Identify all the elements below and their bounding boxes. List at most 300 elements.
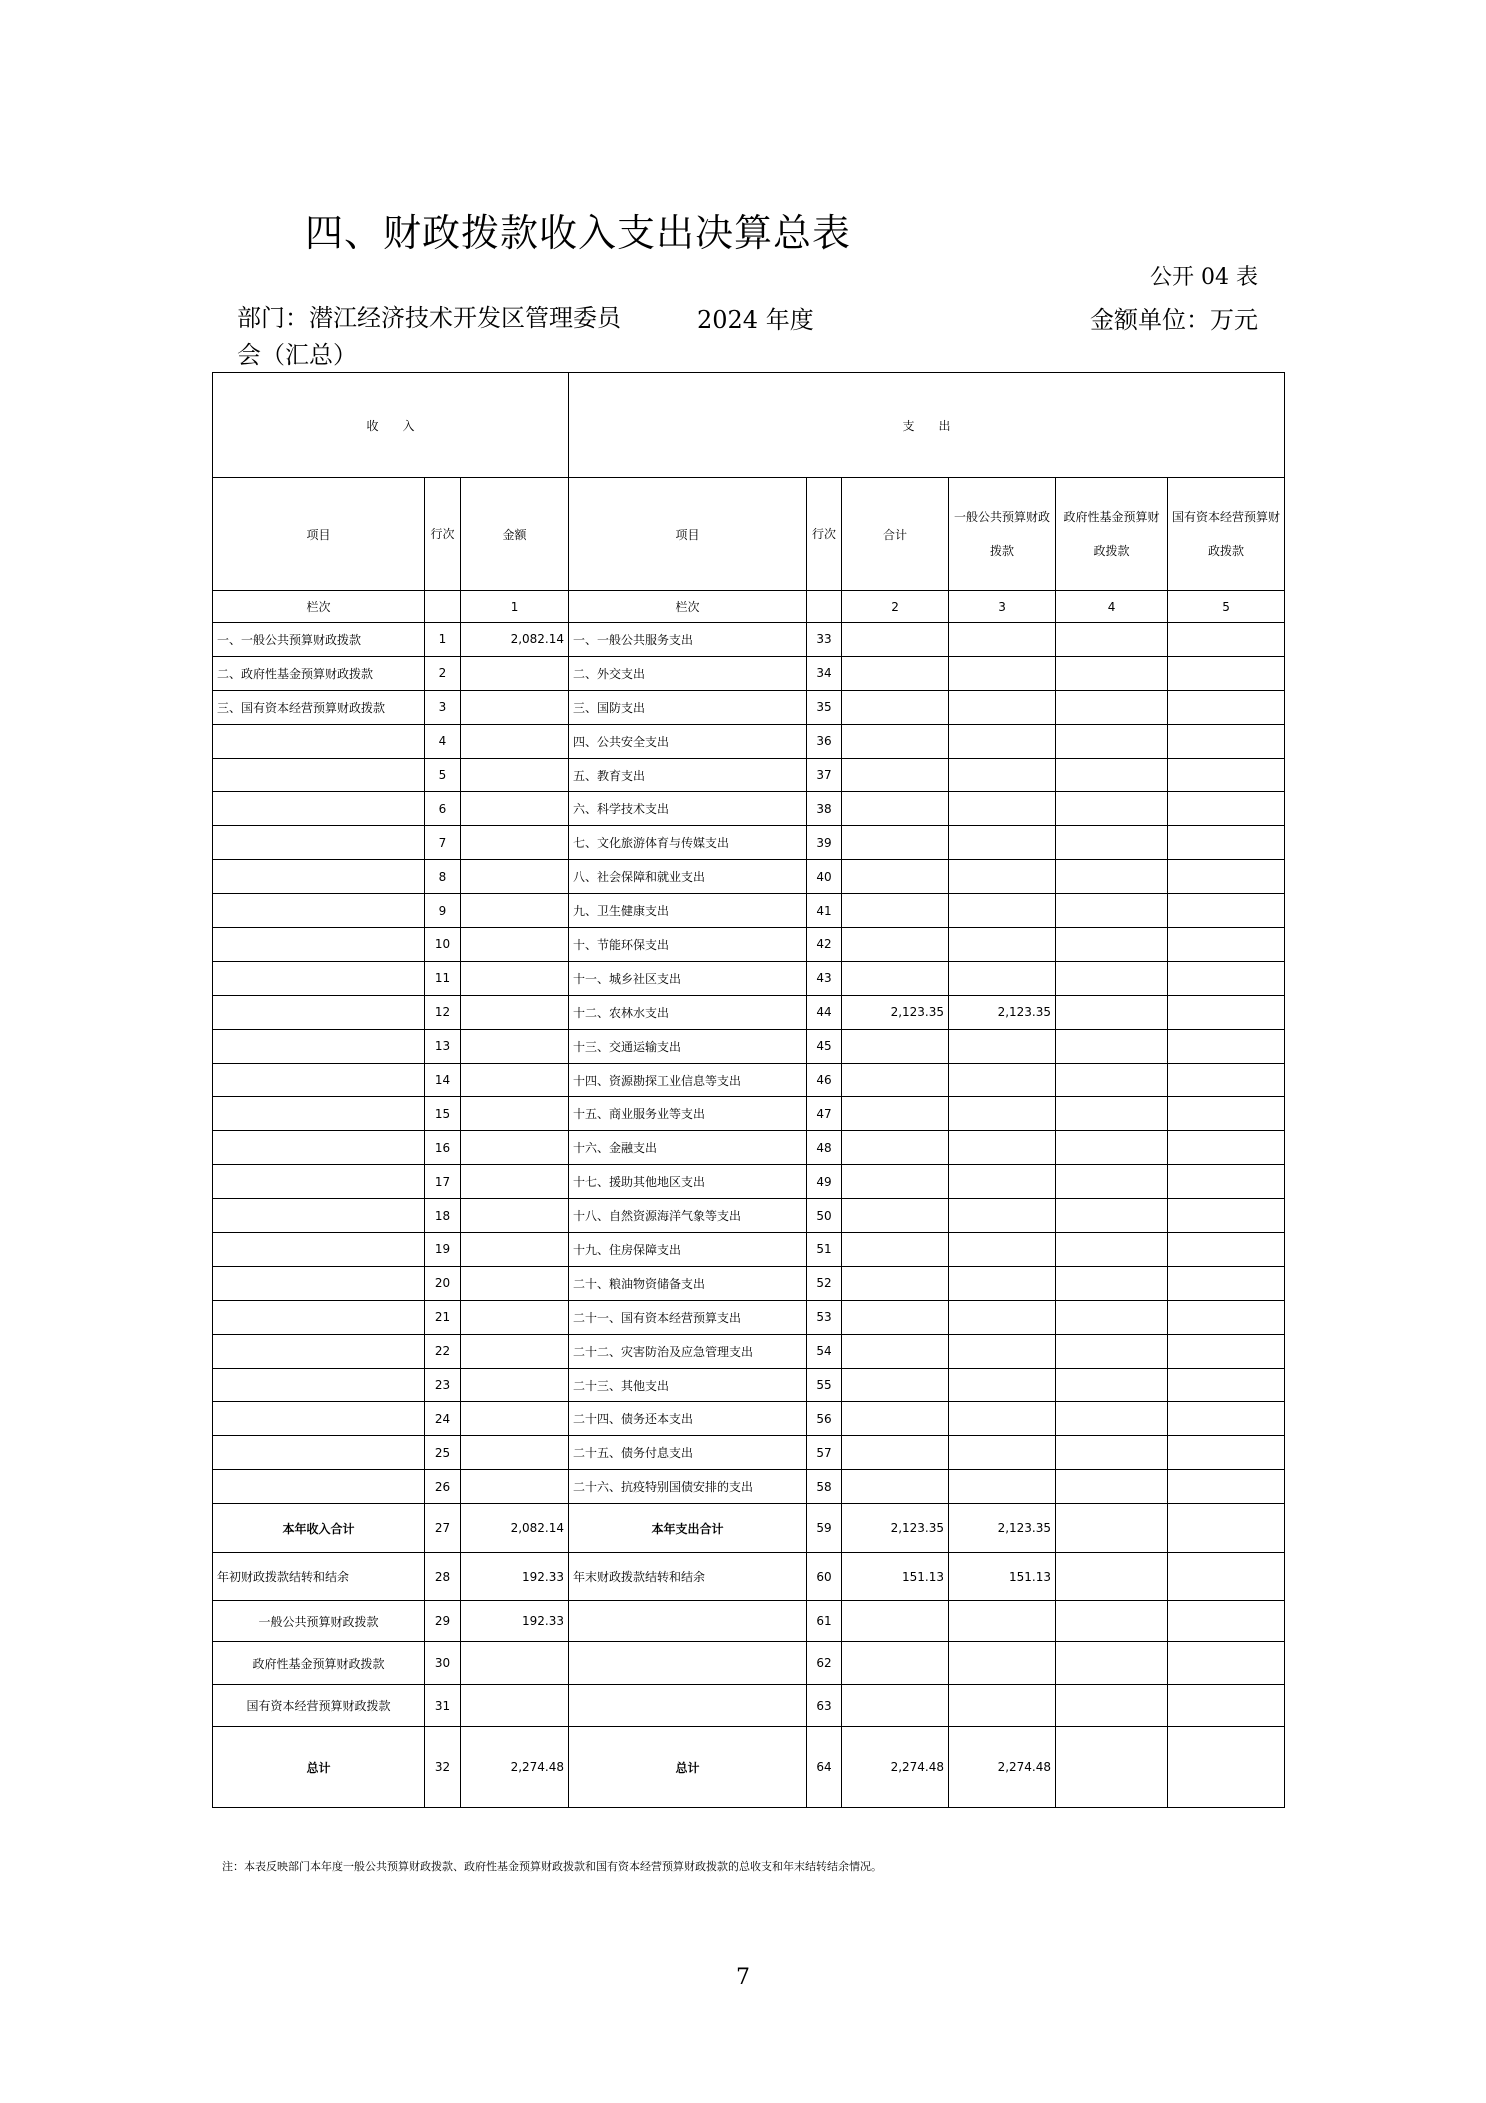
- expense-general-budget: [949, 1300, 1056, 1334]
- income-row-no: 9: [425, 894, 461, 928]
- expense-gov-fund: [1056, 656, 1168, 690]
- empty-cell: [425, 591, 461, 623]
- expense-gov-fund: [1056, 1233, 1168, 1267]
- form-number: 公开 04 表: [1150, 265, 1258, 290]
- expense-total: [842, 724, 949, 758]
- expense-general-budget: 2,274.48: [949, 1727, 1056, 1808]
- income-amount: 2,082.14: [461, 623, 569, 657]
- expense-item: 二十一、国有资本经营预算支出: [569, 1300, 807, 1334]
- expense-general-budget: [949, 1029, 1056, 1063]
- expense-item: 十八、自然资源海洋气象等支出: [569, 1199, 807, 1233]
- expense-item: 五、教育支出: [569, 758, 807, 792]
- income-amount: [461, 690, 569, 724]
- expense-gov-fund: [1056, 758, 1168, 792]
- expense-state-capital: [1168, 690, 1285, 724]
- income-item: 政府性基金预算财政拨款: [213, 1642, 425, 1685]
- expense-state-capital: [1168, 758, 1285, 792]
- income-item: [213, 758, 425, 792]
- col-row-label: 栏次: [213, 591, 425, 623]
- expense-state-capital: [1168, 656, 1285, 690]
- expense-item: 六、科学技术支出: [569, 792, 807, 826]
- expense-general-budget: [949, 1368, 1056, 1402]
- table-row: [213, 758, 1285, 792]
- expense-state-capital: [1168, 1165, 1285, 1199]
- expense-item: 八、社会保障和就业支出: [569, 860, 807, 894]
- expense-row-no: 47: [807, 1097, 842, 1131]
- expense-general-budget: [949, 1685, 1056, 1727]
- subtotal-row: [213, 1504, 1285, 1553]
- income-item: 国有资本经营预算财政拨款: [213, 1685, 425, 1727]
- income-row-no: 3: [425, 690, 461, 724]
- expense-item: 十二、农林水支出: [569, 995, 807, 1029]
- income-amount: 192.33: [461, 1601, 569, 1642]
- income-item: [213, 1097, 425, 1131]
- expense-row-no: 52: [807, 1266, 842, 1300]
- expense-total: [842, 1131, 949, 1165]
- expense-total: [842, 860, 949, 894]
- expense-gov-fund: [1056, 724, 1168, 758]
- expense-gov-fund: [1056, 1097, 1168, 1131]
- expense-total: 2,123.35: [842, 995, 949, 1029]
- income-item: [213, 1029, 425, 1063]
- income-amount: [461, 826, 569, 860]
- income-amount: [461, 1368, 569, 1402]
- total-header: 合计: [842, 478, 949, 591]
- expense-row-no: 63: [807, 1685, 842, 1727]
- income-item: [213, 1368, 425, 1402]
- expense-general-budget: [949, 623, 1056, 657]
- expense-row-no: 39: [807, 826, 842, 860]
- expense-row-no: 45: [807, 1029, 842, 1063]
- expense-general-budget: [949, 1233, 1056, 1267]
- expense-gov-fund: [1056, 860, 1168, 894]
- table-row: [213, 1300, 1285, 1334]
- expense-item: [569, 1601, 807, 1642]
- expense-row-no: 64: [807, 1727, 842, 1808]
- grand-total-row: [213, 1727, 1285, 1808]
- expense-item: 十九、住房保障支出: [569, 1233, 807, 1267]
- expense-item: 本年支出合计: [569, 1504, 807, 1553]
- table-row: [213, 1199, 1285, 1233]
- income-amount: [461, 961, 569, 995]
- income-row-no: 29: [425, 1601, 461, 1642]
- expense-total: [842, 690, 949, 724]
- income-item: [213, 1131, 425, 1165]
- expense-item: 七、文化旅游体育与传媒支出: [569, 826, 807, 860]
- income-amount: [461, 1063, 569, 1097]
- general-budget-header: 一般公共预算财政拨款: [949, 478, 1056, 591]
- income-row-no: 13: [425, 1029, 461, 1063]
- income-item: 总计: [213, 1727, 425, 1808]
- expense-total: 2,274.48: [842, 1727, 949, 1808]
- expense-general-budget: [949, 656, 1056, 690]
- income-item: [213, 792, 425, 826]
- income-item: 一、一般公共预算财政拨款: [213, 623, 425, 657]
- income-item: [213, 1233, 425, 1267]
- carry-row: [213, 1642, 1285, 1685]
- department-label: 部门：潜江经济技术开发区管理委员会（汇总）: [237, 304, 621, 369]
- income-row-no: 15: [425, 1097, 461, 1131]
- expense-total: [842, 961, 949, 995]
- income-row-no: 26: [425, 1470, 461, 1504]
- expense-row-no: 61: [807, 1601, 842, 1642]
- income-row-no: 18: [425, 1199, 461, 1233]
- expense-total: [842, 1601, 949, 1642]
- table-row: [213, 1165, 1285, 1199]
- expense-item: 三、国防支出: [569, 690, 807, 724]
- income-row-no: 25: [425, 1436, 461, 1470]
- expense-gov-fund: [1056, 1601, 1168, 1642]
- expense-row-no: 40: [807, 860, 842, 894]
- col-number-4: 4: [1056, 591, 1168, 623]
- col-row-label: 栏次: [569, 591, 807, 623]
- expense-item: 二、外交支出: [569, 656, 807, 690]
- expense-gov-fund: [1056, 1029, 1168, 1063]
- expense-total: 2,123.35: [842, 1504, 949, 1553]
- income-section-header: 收 入: [213, 373, 569, 478]
- table-row: [213, 894, 1285, 928]
- income-row-no: 31: [425, 1685, 461, 1727]
- expense-row-no: 44: [807, 995, 842, 1029]
- expense-row-no: 50: [807, 1199, 842, 1233]
- expense-total: [842, 1368, 949, 1402]
- expense-gov-fund: [1056, 1131, 1168, 1165]
- income-row-no: 30: [425, 1642, 461, 1685]
- expense-item: 二十、粮油物资储备支出: [569, 1266, 807, 1300]
- income-row-no: 4: [425, 724, 461, 758]
- expense-general-budget: [949, 961, 1056, 995]
- carry-row: [213, 1601, 1285, 1642]
- table-row: [213, 656, 1285, 690]
- gov-fund-header: 政府性基金预算财政拨款: [1056, 478, 1168, 591]
- income-item: 二、政府性基金预算财政拨款: [213, 656, 425, 690]
- expense-state-capital: [1168, 826, 1285, 860]
- income-amount-header: 金额: [461, 478, 569, 591]
- expense-total: [842, 1063, 949, 1097]
- expense-gov-fund: [1056, 1553, 1168, 1601]
- expense-gov-fund: [1056, 961, 1168, 995]
- income-amount: [461, 1334, 569, 1368]
- income-amount: [461, 1097, 569, 1131]
- income-row-no: 24: [425, 1402, 461, 1436]
- expense-total: [842, 1266, 949, 1300]
- table-row: [213, 1334, 1285, 1368]
- income-amount: [461, 1685, 569, 1727]
- expense-item-header: 项目: [569, 478, 807, 591]
- income-amount: [461, 1470, 569, 1504]
- expense-state-capital: [1168, 961, 1285, 995]
- expense-total: [842, 928, 949, 962]
- income-amount: [461, 1300, 569, 1334]
- income-row-no: 27: [425, 1504, 461, 1553]
- expense-general-budget: [949, 826, 1056, 860]
- expense-row-no: 49: [807, 1165, 842, 1199]
- expense-state-capital: [1168, 894, 1285, 928]
- income-row-no: 17: [425, 1165, 461, 1199]
- expense-total: 151.13: [842, 1553, 949, 1601]
- table-row: [213, 690, 1285, 724]
- expense-row-no: 54: [807, 1334, 842, 1368]
- expense-row-no: 46: [807, 1063, 842, 1097]
- income-row-no: 5: [425, 758, 461, 792]
- budget-summary-table: [212, 372, 1285, 1808]
- income-amount: [461, 894, 569, 928]
- income-item: [213, 724, 425, 758]
- income-item: [213, 1334, 425, 1368]
- table-row: [213, 928, 1285, 962]
- expense-row-no: 59: [807, 1504, 842, 1553]
- col-number-3: 3: [949, 591, 1056, 623]
- expense-state-capital: [1168, 1601, 1285, 1642]
- expense-row-no: 38: [807, 792, 842, 826]
- income-item: [213, 1402, 425, 1436]
- expense-total: [842, 1029, 949, 1063]
- expense-item: [569, 1642, 807, 1685]
- income-amount: [461, 1131, 569, 1165]
- expense-state-capital: [1168, 928, 1285, 962]
- income-amount: [461, 928, 569, 962]
- expense-item: 十、节能环保支出: [569, 928, 807, 962]
- expense-general-budget: [949, 1470, 1056, 1504]
- table-row: [213, 1131, 1285, 1165]
- expense-item: 十四、资源勘探工业信息等支出: [569, 1063, 807, 1097]
- col-number-5: 5: [1168, 591, 1285, 623]
- expense-row-no: 43: [807, 961, 842, 995]
- table-row: [213, 1402, 1285, 1436]
- income-item: [213, 1266, 425, 1300]
- expense-general-budget: 151.13: [949, 1553, 1056, 1601]
- expense-row-no: 57: [807, 1436, 842, 1470]
- expense-gov-fund: [1056, 792, 1168, 826]
- expense-item: 二十三、其他支出: [569, 1368, 807, 1402]
- income-item-header: 项目: [213, 478, 425, 591]
- table-row: [213, 724, 1285, 758]
- expense-general-budget: [949, 1266, 1056, 1300]
- income-amount: [461, 1642, 569, 1685]
- income-row-no: 8: [425, 860, 461, 894]
- income-row-no: 7: [425, 826, 461, 860]
- section-header-row: [213, 373, 1285, 478]
- expense-state-capital: [1168, 1402, 1285, 1436]
- expense-total: [842, 1300, 949, 1334]
- expense-item: 二十六、抗疫特别国债安排的支出: [569, 1470, 807, 1504]
- expense-state-capital: [1168, 1368, 1285, 1402]
- income-row-no: 21: [425, 1300, 461, 1334]
- expense-total: [842, 1470, 949, 1504]
- table-row: [213, 792, 1285, 826]
- expense-item: 十六、金融支出: [569, 1131, 807, 1165]
- income-item: [213, 1436, 425, 1470]
- income-row-no: 23: [425, 1368, 461, 1402]
- expense-state-capital: [1168, 1300, 1285, 1334]
- income-amount: [461, 1199, 569, 1233]
- expense-item: 十三、交通运输支出: [569, 1029, 807, 1063]
- income-row-no: 14: [425, 1063, 461, 1097]
- expense-gov-fund: [1056, 826, 1168, 860]
- table-row: [213, 1097, 1285, 1131]
- expense-gov-fund: [1056, 1685, 1168, 1727]
- expense-row-no: 42: [807, 928, 842, 962]
- table-row: [213, 1029, 1285, 1063]
- table-row: [213, 995, 1285, 1029]
- table-row: [213, 623, 1285, 657]
- income-item: 年初财政拨款结转和结余: [213, 1553, 425, 1601]
- expense-item: 十七、援助其他地区支出: [569, 1165, 807, 1199]
- expense-item: 十一、城乡社区支出: [569, 961, 807, 995]
- state-capital-header: 国有资本经营预算财政拨款: [1168, 478, 1285, 591]
- table-row: [213, 1063, 1285, 1097]
- table-note: 注：本表反映部门本年度一般公共预算财政拨款、政府性基金预算财政拨款和国有资本经营预算财政拨款的总收支和年末结转结余情况。: [222, 1860, 882, 1873]
- carry-row: [213, 1553, 1285, 1601]
- expense-state-capital: [1168, 1097, 1285, 1131]
- income-amount: [461, 724, 569, 758]
- expense-general-budget: [949, 1199, 1056, 1233]
- expense-total: [842, 656, 949, 690]
- income-row-no: 19: [425, 1233, 461, 1267]
- expense-total: [842, 758, 949, 792]
- expense-general-budget: [949, 1165, 1056, 1199]
- income-item: [213, 928, 425, 962]
- col-number-1: 1: [461, 591, 569, 623]
- expense-state-capital: [1168, 623, 1285, 657]
- expense-state-capital: [1168, 1727, 1285, 1808]
- income-amount: [461, 1402, 569, 1436]
- income-amount: 2,082.14: [461, 1504, 569, 1553]
- expense-general-budget: [949, 792, 1056, 826]
- expense-gov-fund: [1056, 1727, 1168, 1808]
- income-amount: [461, 860, 569, 894]
- expense-total: [842, 1436, 949, 1470]
- expense-general-budget: [949, 1063, 1056, 1097]
- income-item: [213, 1165, 425, 1199]
- fiscal-year: 2024 年度: [697, 306, 814, 334]
- expense-general-budget: [949, 860, 1056, 894]
- expense-state-capital: [1168, 1436, 1285, 1470]
- expense-total: [842, 1199, 949, 1233]
- expense-gov-fund: [1056, 1334, 1168, 1368]
- expense-section-header: 支 出: [569, 373, 1285, 478]
- income-row-no: 28: [425, 1553, 461, 1601]
- expense-item: 一、一般公共服务支出: [569, 623, 807, 657]
- income-row-no-header: 行次: [425, 478, 461, 591]
- carry-row: [213, 1685, 1285, 1727]
- expense-gov-fund: [1056, 995, 1168, 1029]
- table-row: [213, 826, 1285, 860]
- income-row-no: 16: [425, 1131, 461, 1165]
- income-item: [213, 860, 425, 894]
- expense-general-budget: [949, 1436, 1056, 1470]
- col-number-2: 2: [842, 591, 949, 623]
- income-amount: [461, 1233, 569, 1267]
- income-item: [213, 1470, 425, 1504]
- expense-state-capital: [1168, 1131, 1285, 1165]
- expense-state-capital: [1168, 1063, 1285, 1097]
- expense-gov-fund: [1056, 1266, 1168, 1300]
- expense-general-budget: [949, 1601, 1056, 1642]
- expense-row-no: 55: [807, 1368, 842, 1402]
- expense-total: [842, 1642, 949, 1685]
- income-row-no: 20: [425, 1266, 461, 1300]
- expense-general-budget: [949, 724, 1056, 758]
- expense-item: 年末财政拨款结转和结余: [569, 1553, 807, 1601]
- empty-cell: [807, 591, 842, 623]
- expense-state-capital: [1168, 1553, 1285, 1601]
- expense-general-budget: [949, 1642, 1056, 1685]
- expense-row-no: 58: [807, 1470, 842, 1504]
- expense-state-capital: [1168, 1334, 1285, 1368]
- expense-total: [842, 792, 949, 826]
- expense-item: 十五、商业服务业等支出: [569, 1097, 807, 1131]
- expense-row-no-header: 行次: [807, 478, 842, 591]
- expense-general-budget: 2,123.35: [949, 1504, 1056, 1553]
- expense-gov-fund: [1056, 1165, 1168, 1199]
- expense-item: 总计: [569, 1727, 807, 1808]
- income-amount: [461, 1165, 569, 1199]
- expense-general-budget: [949, 1097, 1056, 1131]
- income-item: [213, 1199, 425, 1233]
- income-amount: [461, 995, 569, 1029]
- expense-state-capital: [1168, 1233, 1285, 1267]
- expense-row-no: 34: [807, 656, 842, 690]
- expense-row-no: 53: [807, 1300, 842, 1334]
- page-title: 四、财政拨款收入支出决算总表: [305, 211, 852, 255]
- expense-gov-fund: [1056, 1368, 1168, 1402]
- table-row: [213, 1233, 1285, 1267]
- expense-row-no: 36: [807, 724, 842, 758]
- expense-state-capital: [1168, 1470, 1285, 1504]
- income-row-no: 10: [425, 928, 461, 962]
- table-row: [213, 1266, 1285, 1300]
- expense-state-capital: [1168, 792, 1285, 826]
- expense-general-budget: [949, 1402, 1056, 1436]
- table-row: [213, 1368, 1285, 1402]
- expense-item: 九、卫生健康支出: [569, 894, 807, 928]
- table-row: [213, 961, 1285, 995]
- expense-gov-fund: [1056, 690, 1168, 724]
- expense-row-no: 48: [807, 1131, 842, 1165]
- expense-row-no: 37: [807, 758, 842, 792]
- column-number-row: [213, 591, 1285, 623]
- expense-item: 二十四、债务还本支出: [569, 1402, 807, 1436]
- income-amount: 2,274.48: [461, 1727, 569, 1808]
- expense-state-capital: [1168, 995, 1285, 1029]
- income-row-no: 6: [425, 792, 461, 826]
- income-amount: [461, 656, 569, 690]
- expense-gov-fund: [1056, 1642, 1168, 1685]
- expense-general-budget: [949, 690, 1056, 724]
- income-amount: 192.33: [461, 1553, 569, 1601]
- income-row-no: 32: [425, 1727, 461, 1808]
- expense-row-no: 33: [807, 623, 842, 657]
- expense-gov-fund: [1056, 1504, 1168, 1553]
- expense-gov-fund: [1056, 1402, 1168, 1436]
- expense-general-budget: 2,123.35: [949, 995, 1056, 1029]
- expense-total: [842, 1233, 949, 1267]
- amount-unit: 金额单位：万元: [1090, 306, 1258, 334]
- expense-state-capital: [1168, 1685, 1285, 1727]
- expense-row-no: 35: [807, 690, 842, 724]
- income-row-no: 2: [425, 656, 461, 690]
- expense-item: [569, 1685, 807, 1727]
- expense-total: [842, 1402, 949, 1436]
- expense-gov-fund: [1056, 1063, 1168, 1097]
- expense-item: 二十五、债务付息支出: [569, 1436, 807, 1470]
- income-row-no: 1: [425, 623, 461, 657]
- income-amount: [461, 792, 569, 826]
- page-number: 7: [736, 1965, 750, 1990]
- income-amount: [461, 758, 569, 792]
- column-header-row: [213, 478, 1285, 591]
